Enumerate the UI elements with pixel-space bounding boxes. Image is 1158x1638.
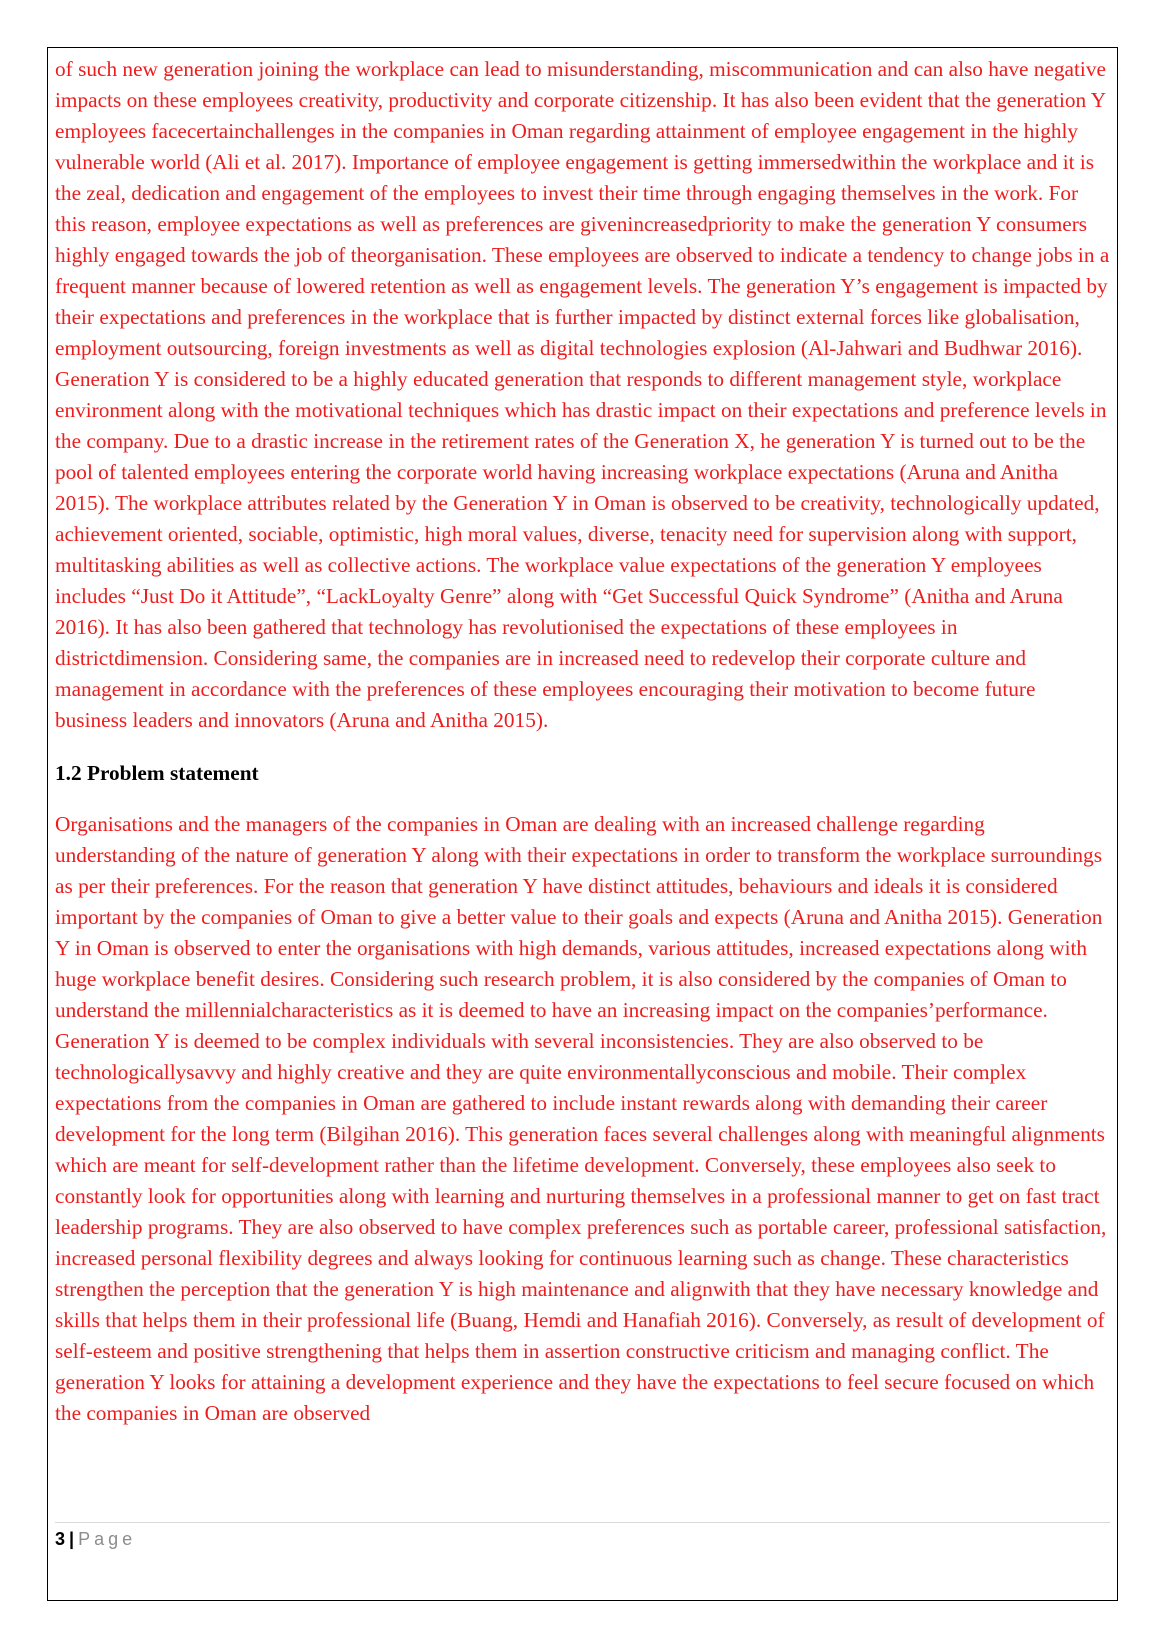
section-heading: 1.2 Problem statement xyxy=(55,761,259,785)
document-body xyxy=(55,54,1110,1429)
body-paragraph: Organisations and the managers of the companies in Oman are dealing with an increased challenge regarding understanding of the nature of generation Y along with their expectations in order to transform the workplace surroundings as per their preferences. For the reason that generation Y have distinct attitudes, behaviours and ideals it is considered important by the companies of Oman to give a better value to their goals and expects (Aruna and Anitha 2015). Generation Y in Oman is observed to enter the organisations with high demands, various attitudes, increased expectations along with huge workplace benefit desires. Considering such research problem, it is also considered by the companies of Oman to understand the millennialcharacteristics as it is deemed to have an increasing impact on the companies’performance. Generation Y is deemed to be complex individuals with several inconsistencies. They are also observed to be technologicallysavvy and highly creative and they are quite environmentallyconscious and mobile. Their complex expectations from the companies in Oman are gathered to include instant rewards along with demanding their career development for the long term (Bilgihan 2016). This generation faces several challenges along with meaningful alignments which are meant for self-development rather than the lifetime development. Conversely, these employees also seek to constantly look for opportunities along with learning and nurturing themselves in a professional manner to get on fast tract leadership programs. They are also observed to have complex preferences such as portable career, professional satisfaction, increased personal flexibility degrees and always looking for continuous learning such as change. These characteristics strengthen the perception that the generation Y is high maintenance and alignwith that they have necessary knowledge and skills that helps them in their professional life (Buang, Hemdi and Hanafiah 2016). Conversely, as result of development of self-esteem and positive strengthening that helps them in assertion constructive criticism and managing conflict. The generation Y looks for attaining a development experience and they have the expectations to feel secure focused on which the companies in Oman are observed xyxy=(55,812,1107,1425)
body-paragraph: of such new generation joining the workplace can lead to misunderstanding, miscommunication and can also have negative impacts on these employees creativity, productivity and corporate citizenship. It has also been evident that the generation Y employees facecertainchallenges in the companies in Oman regarding attainment of employee engagement in the highly vulnerable world (Ali et al. 2017). Importance of employee engagement is getting immersedwithin the workplace and it is the zeal, dedication and engagement of the employees to invest their time through engaging themselves in the work. For this reason, employee expectations as well as preferences are givenincreasedpriority to make the generation Y consumers highly engaged towards the job of theorganisation. These employees are observed to indicate a tendency to change jobs in a frequent manner because of lowered retention as well as engagement levels. The generation Y’s engagement is impacted by their expectations and preferences in the workplace that is further impacted by distinct external forces like globalisation, employment outsourcing, foreign investments as well as digital technologies explosion (Al-Jahwari and Budhwar 2016). Generation Y is considered to be a highly educated generation that responds to different management style, workplace environment along with the motivational techniques which has drastic impact on their expectations and preference levels in the company. Due to a drastic increase in the retirement rates of the Generation X, he generation Y is turned out to be the pool of talented employees entering the corporate world having increasing workplace expectations (Aruna and Anitha 2015). The workplace attributes related by the Generation Y in Oman is observed to be creativity, technologically updated, achievement oriented, sociable, optimistic, high moral values, diverse, tenacity need for supervision along with support, multitasking abilities as well as collective actions. The workplace value expectations of the generation Y employees includes “Just Do it Attitude”, “LackLoyalty Genre” along with “Get Successful Quick Syndrome” (Anitha and Aruna 2016). It has also been gathered that technology has revolutionised the expectations of these employees in districtdimension. Considering same, the companies are in increased need to redevelop their corporate culture and management in accordance with the preferences of these employees encouraging their motivation to become future business leaders and innovators (Aruna and Anitha 2015). xyxy=(55,57,1110,732)
page-footer xyxy=(55,1526,136,1552)
page-number: 3 xyxy=(55,1529,66,1549)
page-label: Page xyxy=(78,1529,137,1549)
footer-divider xyxy=(55,1522,1110,1523)
footer-separator: | xyxy=(69,1529,75,1549)
